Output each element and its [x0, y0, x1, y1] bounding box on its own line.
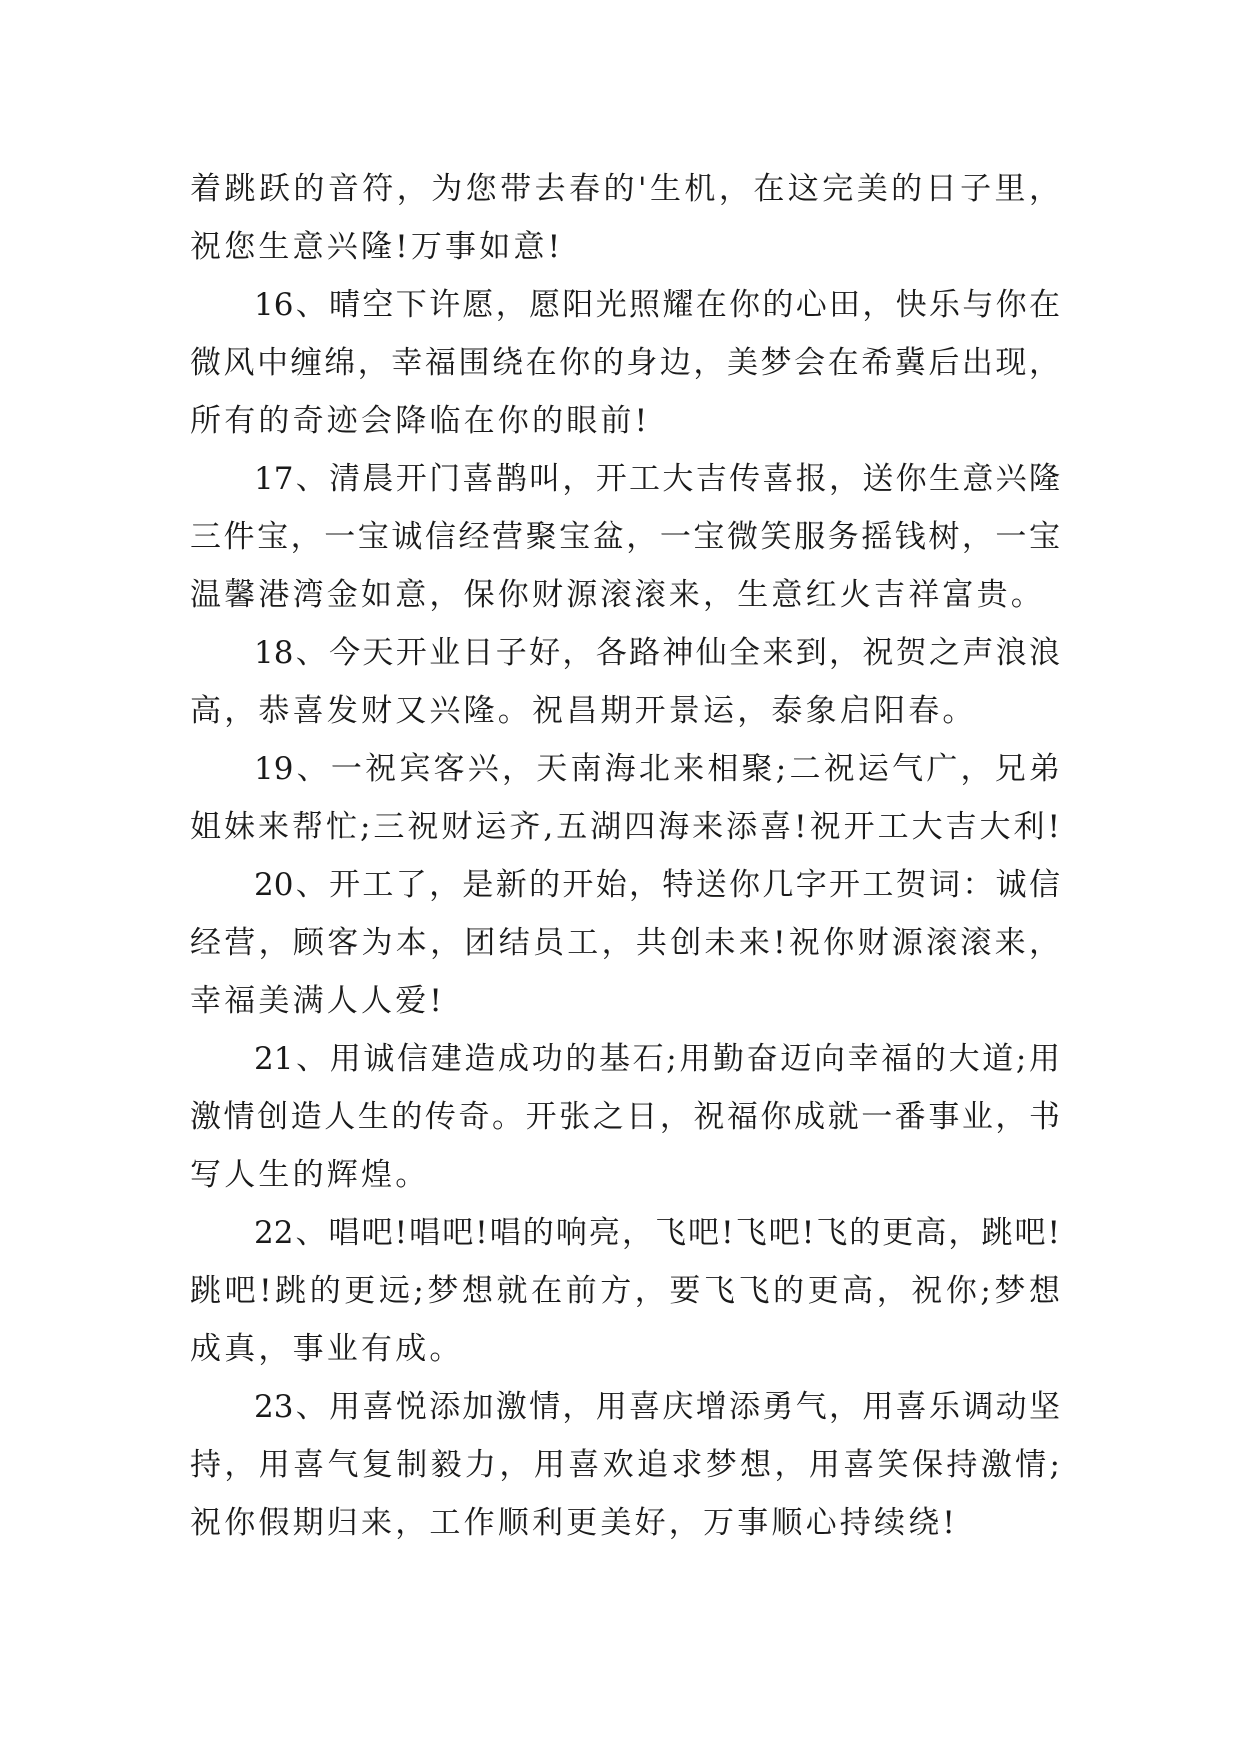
text-line: 温馨港湾金如意，保你财源滚滚来，生意红火吉祥富贵。 — [190, 577, 1045, 613]
text-line: 23、用喜悦添加激情，用喜庆增添勇气，用喜乐调动坚 — [254, 1389, 1060, 1425]
text-line: 16、晴空下许愿，愿阳光照耀在你的心田，快乐与你在 — [254, 287, 1060, 323]
text-line: 17、清晨开门喜鹊叫，开工大吉传喜报，送你生意兴隆 — [254, 461, 1060, 497]
document-body — [190, 160, 1060, 1552]
text-line: 祝您生意兴隆!万事如意! — [190, 229, 564, 265]
text-line: 激情创造人生的传奇。开张之日，祝福你成就一番事业，书 — [190, 1099, 1060, 1135]
text-line: 着跳跃的音符，为您带去春的'生机，在这完美的日子里， — [190, 171, 1060, 207]
text-line: 20、开工了，是新的开始，特送你几字开工贺词：诚信 — [254, 867, 1060, 903]
text-line: 成真，事业有成。 — [190, 1331, 464, 1367]
text-line: 微风中缠绵，幸福围绕在你的身边，美梦会在希冀后出现， — [190, 345, 1060, 381]
text-line: 幸福美满人人爱! — [190, 983, 446, 1019]
text-line: 祝你假期归来，工作顺利更美好，万事顺心持续绕! — [190, 1505, 959, 1541]
text-line: 19、一祝宾客兴，天南海北来相聚;二祝运气广，兄弟 — [254, 751, 1060, 787]
text-line: 所有的奇迹会降临在你的眼前! — [190, 403, 651, 439]
text-line: 高，恭喜发财又兴隆。祝昌期开景运，泰象启阳春。 — [190, 693, 977, 729]
text-line: 经营，顾客为本，团结员工，共创未来!祝你财源滚滚来， — [190, 925, 1060, 961]
text-line: 21、用诚信建造成功的基石;用勤奋迈向幸福的大道;用 — [254, 1041, 1060, 1077]
text-line: 22、唱吧!唱吧!唱的响亮，飞吧!飞吧!飞的更高，跳吧! — [254, 1215, 1060, 1251]
text-line: 跳吧!跳的更远;梦想就在前方，要飞飞的更高，祝你;梦想 — [190, 1273, 1060, 1309]
text-line: 18、今天开业日子好，各路神仙全来到，祝贺之声浪浪 — [254, 635, 1060, 671]
text-line: 写人生的辉煌。 — [190, 1157, 430, 1193]
text-line: 持，用喜气复制毅力，用喜欢追求梦想，用喜笑保持激情; — [190, 1447, 1060, 1483]
text-line: 三件宝，一宝诚信经营聚宝盆，一宝微笑服务摇钱树，一宝 — [190, 519, 1060, 555]
text-line: 姐妹来帮忙;三祝财运齐,五湖四海来添喜!祝开工大吉大利! — [190, 809, 1060, 845]
